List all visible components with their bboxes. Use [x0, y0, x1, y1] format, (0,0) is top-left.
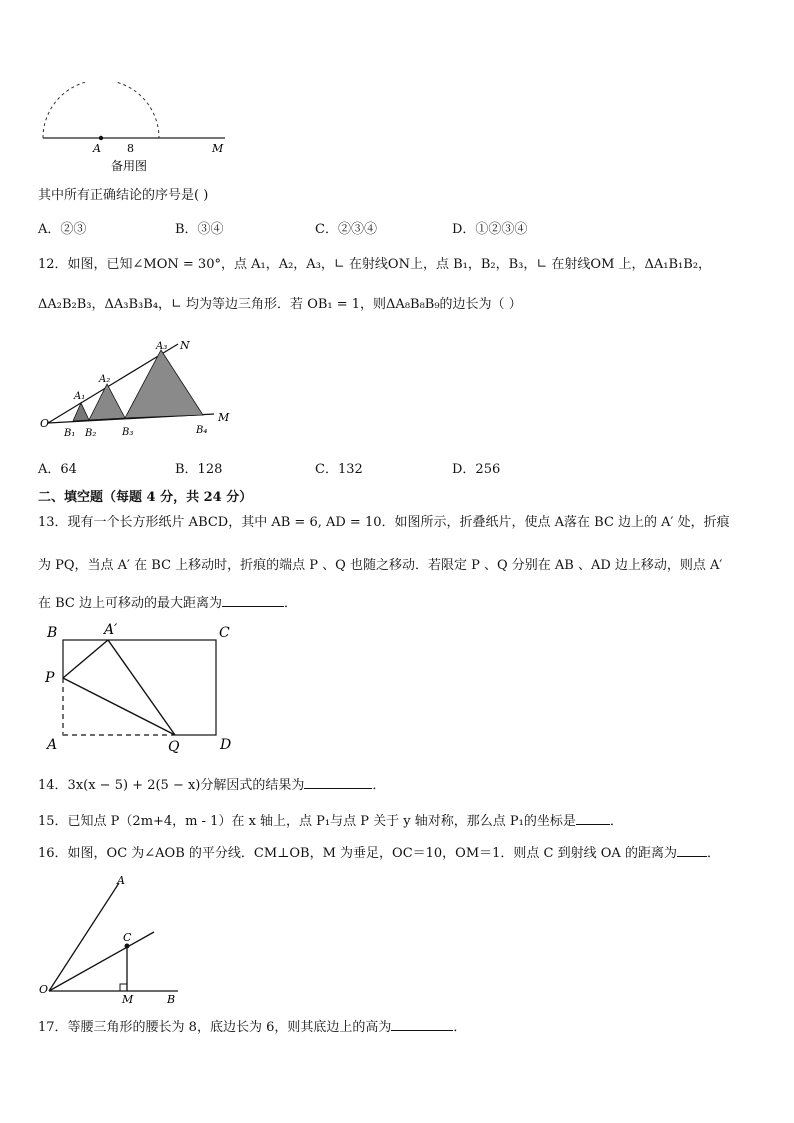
spare-figure: [35, 82, 235, 177]
q16-answer-blank[interactable]: [677, 844, 707, 857]
label-a-prime: A′: [104, 622, 118, 638]
q11-option-d: D．①②③④: [452, 222, 528, 237]
triangle-a2b2b3: [89, 384, 125, 420]
label-a: A: [47, 737, 58, 753]
q13-line2: 为 PQ，当点 A′ 在 BC 上移动时，折痕的端点 P 、Q 也随之移动．若限定 P 、Q 分别在 AB 、AD 边上移动，则点 A′: [38, 558, 723, 573]
label-c: C: [123, 931, 132, 944]
label-a: A: [117, 874, 125, 887]
label-a: A: [93, 142, 101, 155]
q11-option-a: A．②③: [38, 222, 87, 237]
label-c: C: [219, 625, 230, 641]
q16-figure: [36, 870, 196, 1005]
label-d: D: [220, 737, 232, 753]
point-a: [99, 136, 103, 140]
label-o: O: [40, 417, 50, 430]
segment-a-prime-q: [108, 640, 175, 735]
label-m: M: [212, 142, 224, 155]
q13-answer-blank[interactable]: [222, 594, 284, 607]
label-p: P: [45, 670, 55, 686]
dashed-semicircle: [43, 82, 159, 138]
q16: [38, 844, 720, 863]
label-a1: A₁: [74, 391, 86, 402]
ray-oa: [49, 883, 119, 991]
q16-text: 16．如图，OC 为∠AOB 的平分线．CM⊥OB，M 为垂足，OC＝10，OM＝1．则点 C 到射线 OA 的距离为: [38, 846, 677, 861]
label-m: M: [218, 411, 230, 424]
q15-text: 15．已知点 P（2m+4，m - 1）在 x 轴上，点 P₁与点 P 关于 y 轴对称，那么点 P₁的坐标是: [38, 814, 576, 829]
q14-answer-blank[interactable]: [304, 776, 372, 789]
label-b2: B₂: [85, 428, 97, 439]
label-b: B: [47, 625, 58, 641]
q12-option-c: C．132: [315, 462, 363, 477]
q12-line2: ΔA₂B₂B₃，ΔA₃B₃B₄，∟ 均为等边三角形．若 OB₁ = 1，则ΔA₈B₈B₉的边长为（ ）: [38, 297, 522, 312]
q13-line1: 13．现有一个长方形纸片 ABCD，其中 AB = 6, AD = 10．如图所示，折叠纸片，使点 A落在 BC 边上的 A′ 处，折痕: [38, 515, 730, 530]
fold-line-pq: [63, 678, 175, 735]
q12-option-d: D．256: [452, 462, 501, 477]
q14-end: ．: [372, 778, 386, 793]
q13-end: ．: [284, 596, 298, 611]
section-fill-in-heading: 二、填空题（每题 4 分，共 24 分）: [38, 490, 253, 505]
triangle-a3b3b4: [125, 350, 203, 418]
q12-line1: 12．如图，已知∠MON = 30°，点 A₁，A₂，A₃，∟ 在射线ON上，点 B₁，B₂，B₃，∟ 在射线OM 上，ΔA₁B₁B₂，: [38, 257, 712, 272]
segment-pa-prime: [63, 640, 108, 678]
q14-text: 14．3x(x − 5) + 2(5 − x)分解因式的结果为: [38, 778, 305, 793]
q13-line3: [38, 594, 297, 613]
q17: [38, 1018, 466, 1037]
q11-option-c: C．②③④: [315, 222, 377, 237]
label-m: M: [122, 993, 134, 1005]
ray-oc: [49, 932, 154, 991]
q11-prompt: 其中所有正确结论的序号是( ): [38, 188, 209, 203]
q11-option-b: B．③④: [175, 222, 224, 237]
q16-end: ．: [706, 846, 720, 861]
q17-answer-blank[interactable]: [391, 1018, 453, 1031]
label-b3: B₃: [122, 427, 134, 438]
q15-end: ．: [609, 814, 623, 829]
label-8: 8: [127, 142, 134, 155]
label-a2: A₂: [99, 374, 111, 385]
right-angle-mark: [120, 984, 127, 991]
q15-answer-blank[interactable]: [576, 812, 610, 825]
q14: [38, 776, 385, 795]
label-b4: B₄: [196, 425, 208, 436]
point-c: [125, 944, 130, 949]
q12-option-b: B．128: [175, 462, 223, 477]
rectangle-bcd: [63, 640, 216, 735]
q13-figure: [40, 620, 240, 755]
q17-text: 17．等腰三角形的腰长为 8，底边长为 6，则其底边上的高为: [38, 1020, 392, 1035]
label-q: Q: [168, 739, 180, 755]
label-a3: A₃: [156, 341, 168, 352]
q13-line3-text: 在 BC 边上可移动的最大距离为: [38, 596, 223, 611]
label-b: B: [167, 993, 176, 1005]
q17-end: ．: [453, 1020, 467, 1035]
q15: [38, 812, 623, 831]
label-o: O: [39, 983, 49, 996]
label-n: N: [180, 339, 190, 352]
q12-option-a: A．64: [38, 462, 77, 477]
q12-figure: [36, 332, 236, 442]
spare-caption: 备用图: [111, 159, 148, 173]
label-b1: B₁: [64, 428, 76, 439]
